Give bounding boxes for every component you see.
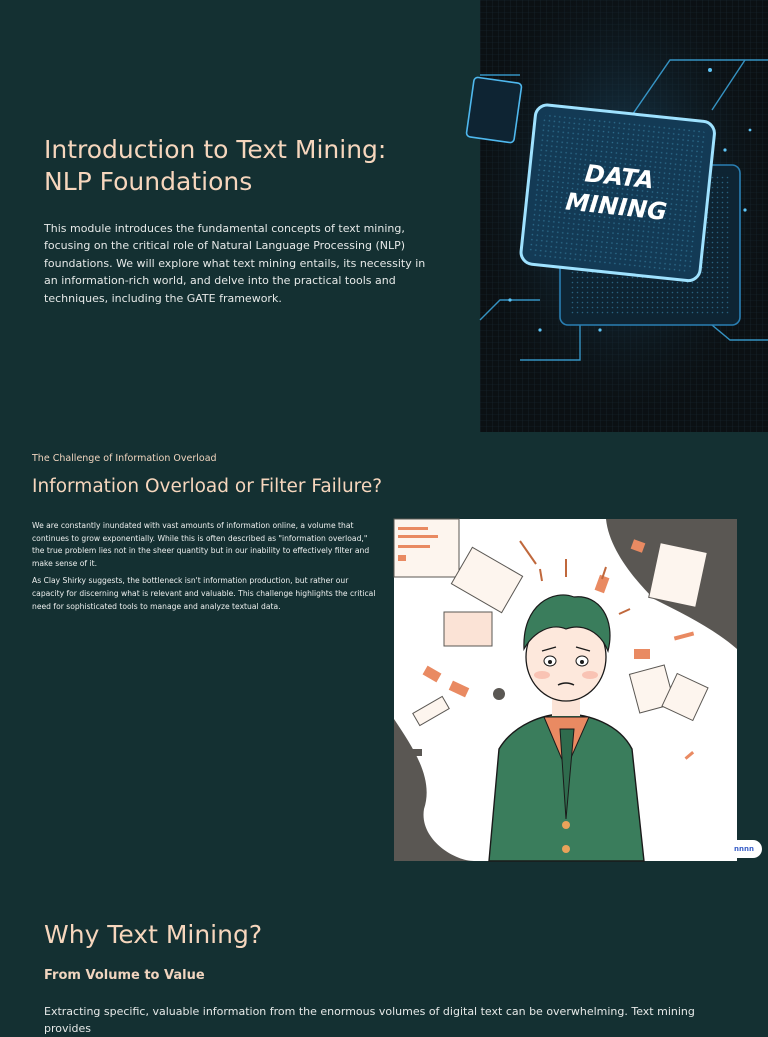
overload-text-block <box>32 520 377 613</box>
hero-description: This module introduces the fundamental concepts of text mining, focusing on the critical role of Natural Language Processing (NLP) foundations. We will explore what text mining entails, its necessity in an information-rich world, and delve into the practical tools and techniques, including the GATE framework. <box>44 222 426 305</box>
overload-section-title: Information Overload or Filter Failure? <box>32 476 383 497</box>
data-mining-chip-image <box>480 0 768 432</box>
why-section-title: Why Text Mining? <box>44 920 263 949</box>
hero-section <box>0 0 768 432</box>
section-kicker: The Challenge of Information Overload <box>32 453 217 464</box>
why-section-subtitle: From Volume to Value <box>44 968 205 983</box>
chip-label-line1: DATA <box>583 159 656 195</box>
chip-label-line2: MINING <box>564 187 669 226</box>
hero-title: Introduction to Text Mining: NLP Foundations <box>44 135 387 196</box>
hero-text-block <box>44 134 436 307</box>
why-section-body: Extracting specific, valuable information from the enormous volumes of digital text can be overwhelming. Text mining provides <box>44 1005 695 1035</box>
overload-paragraph-2: As Clay Shirky suggests, the bottleneck isn't information production, but rather our capacity for discerning what is relevant and valuable. This challenge highlights the critical need for sophisticated tools to manage and analyze textual data. <box>32 576 376 611</box>
overload-paragraph-1: We are constantly inundated with vast amounts of information online, a volume that continues to grow exponentially. While this is often described as "information overload," the true problem lies not in the sheer quantity but in our inability to effectively filter and make sense of it. <box>32 521 370 568</box>
overwhelmed-person-illustration <box>394 519 737 861</box>
data-mining-chip-illustration <box>480 0 768 432</box>
overwhelmed-person-image <box>394 519 737 861</box>
floating-badge[interactable]: nnnn <box>726 840 762 858</box>
